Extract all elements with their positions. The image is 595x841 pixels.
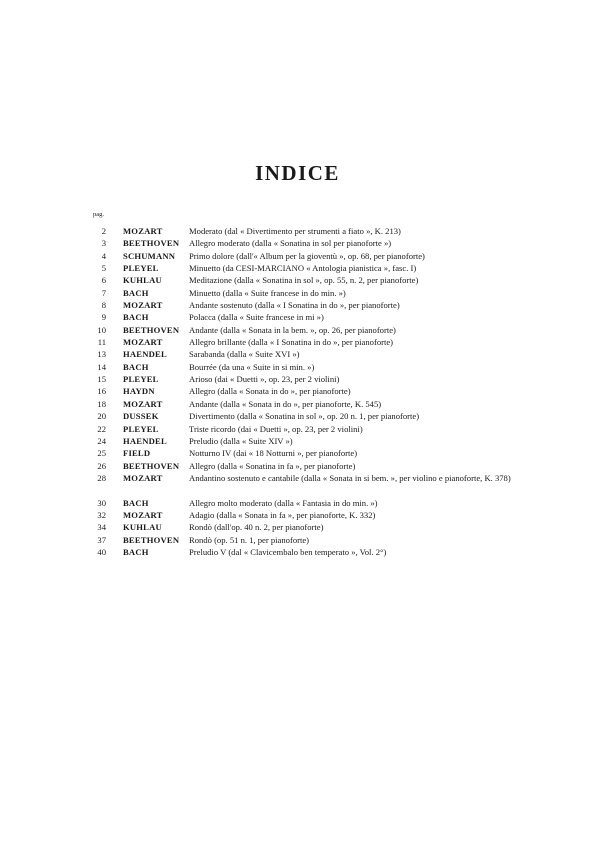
- entry-work: Notturno IV (dai « 18 Notturni », per pianoforte): [189, 448, 358, 459]
- index-entry: [0, 361, 595, 373]
- entry-work: Allegro (dalla « Sonatina in fa », per pianoforte): [189, 460, 356, 471]
- index-entry: [0, 385, 595, 397]
- entry-composer: PLEYEL: [123, 423, 159, 434]
- entry-work: Preludio (dalla « Suite XIV »): [189, 435, 293, 446]
- entry-composer: MOZART: [123, 337, 163, 348]
- entry-composer: PLEYEL: [123, 263, 159, 274]
- entry-page: 16: [97, 386, 106, 397]
- entry-composer: MOZART: [123, 509, 163, 520]
- entry-work: Sarabanda (dalla « Suite XVI »): [189, 349, 300, 360]
- entry-composer: SCHUMANN: [123, 250, 176, 261]
- entry-page: 13: [97, 349, 106, 360]
- entry-work: Divertimento (dalla « Sonatina in sol », op. 20 n. 1, per pianoforte): [189, 411, 420, 422]
- entry-page: 18: [97, 398, 106, 409]
- entry-composer: BACH: [123, 546, 149, 557]
- index-entry: [0, 521, 595, 533]
- index-entry: [0, 324, 595, 336]
- entry-work: Minuetto (da CESI-MARCIANO « Antologia pianistica », fasc. I): [189, 263, 417, 274]
- index-entry: [0, 373, 595, 385]
- entry-page: 6: [101, 275, 106, 286]
- entry-work: Allegro molto moderato (dalla « Fantasia in do min. »): [189, 497, 378, 508]
- index-entry: [0, 237, 595, 249]
- index-entry: [0, 398, 595, 410]
- entry-composer: BACH: [123, 361, 149, 372]
- entry-work: Allegro (dalla « Sonata in do », per pianoforte): [189, 386, 351, 397]
- entry-composer: BEETHOVEN: [123, 534, 180, 545]
- entry-page: 8: [101, 300, 106, 311]
- entry-page: 30: [97, 497, 106, 508]
- entry-page: 20: [97, 411, 106, 422]
- entry-composer: MOZART: [123, 226, 163, 236]
- entry-work: Triste ricordo (dai « Duetti », op. 23, per 2 violini): [189, 423, 363, 434]
- entry-page: 15: [97, 374, 106, 385]
- page-column-label: pag.: [93, 211, 105, 218]
- entry-work: Bourrée (da una « Suite in si min. »): [189, 361, 315, 372]
- entry-page: 10: [97, 324, 106, 335]
- index-entry: [0, 336, 595, 348]
- index-entry: [0, 423, 595, 435]
- entry-page: 22: [97, 423, 106, 434]
- entry-work: Arioso (dai « Duetti », op. 23, per 2 violini): [189, 374, 340, 385]
- index-entry: [0, 497, 595, 509]
- index-entry: [0, 299, 595, 311]
- index-entry: [0, 287, 595, 299]
- page-title: INDICE: [255, 161, 340, 185]
- entry-composer: BACH: [123, 312, 149, 323]
- entry-page: 7: [101, 287, 106, 298]
- entry-work: Meditazione (dalla « Sonatina in sol », op. 55, n. 2, per pianoforte): [189, 275, 419, 286]
- entry-work: Polacca (dalla « Suite francese in mi »): [189, 312, 324, 323]
- entry-page: 37: [97, 534, 106, 545]
- entry-work: Andante (dalla « Sonata in do », per pianoforte, K. 545): [189, 398, 382, 409]
- entry-page: 14: [97, 361, 106, 372]
- entry-composer: MOZART: [123, 472, 163, 483]
- entry-work: Andantino sostenuto e cantabile (dalla « Sonata in si bem. », per violino e pianoforte, K. 378): [189, 472, 511, 483]
- entry-composer: HAENDEL: [123, 349, 167, 360]
- index-entry: [0, 460, 595, 472]
- index-entry: [0, 447, 595, 459]
- entry-page: 24: [97, 435, 106, 446]
- entry-work: Adagio (dalla « Sonata in fa », per pianoforte, K. 332): [189, 509, 376, 520]
- entry-page: 2: [101, 226, 106, 236]
- entry-page: 28: [97, 472, 106, 483]
- entry-page: 32: [97, 509, 106, 520]
- entry-composer: FIELD: [123, 448, 151, 459]
- index-entry: [0, 250, 595, 262]
- entry-composer: KUHLAU: [123, 522, 162, 533]
- entry-work: Minuetto (dalla « Suite francese in do min. »): [189, 287, 346, 298]
- entry-page: 5: [101, 263, 106, 274]
- entry-composer: BACH: [123, 497, 149, 508]
- entry-composer: MOZART: [123, 398, 163, 409]
- entry-composer: BEETHOVEN: [123, 460, 180, 471]
- index-entry: [0, 348, 595, 360]
- entry-work: Preludio V (dal « Clavicembalo ben temperato », Vol. 2°): [189, 546, 387, 557]
- index-entry: [0, 225, 595, 237]
- entry-work: Primo dolore (dall'« Album per la gioventù », op. 68, per pianoforte): [189, 250, 425, 261]
- entry-composer: BEETHOVEN: [123, 238, 180, 249]
- index-entry: [0, 274, 595, 286]
- entry-work: Moderato (dal « Divertimento per strumenti a fiato », K. 213): [189, 226, 401, 236]
- entry-composer: BEETHOVEN: [123, 324, 180, 335]
- index-entry: [0, 546, 595, 558]
- entry-work: Rondò (dall'op. 40 n. 2, per pianoforte): [189, 522, 324, 533]
- entry-work: Rondò (op. 51 n. 1, per pianoforte): [189, 534, 310, 545]
- entry-work: Allegro moderato (dalla « Sonatina in sol per pianoforte »): [189, 238, 392, 249]
- index-entry: [0, 435, 595, 447]
- entry-work: Allegro brillante (dalla « I Sonatina in do », per pianoforte): [189, 337, 394, 348]
- entry-page: 4: [101, 250, 106, 261]
- entry-composer: HAYDN: [123, 386, 155, 397]
- index-entry: [0, 509, 595, 521]
- entry-page: 3: [101, 238, 106, 249]
- entry-page: 26: [97, 460, 106, 471]
- entry-composer: KUHLAU: [123, 275, 162, 286]
- index-entry: [0, 410, 595, 422]
- entry-page: 11: [97, 337, 106, 348]
- index-entry: [0, 534, 595, 546]
- entry-work: Andante (dalla « Sonata in la bem. », op. 26, per pianoforte): [189, 324, 396, 335]
- entry-work: Andante sostenuto (dalla « I Sonatina in do », per pianoforte): [189, 300, 400, 311]
- entry-composer: PLEYEL: [123, 374, 159, 385]
- index-entry: [0, 311, 595, 323]
- entry-page: 34: [97, 522, 106, 533]
- index-list: [0, 225, 595, 558]
- entry-composer: MOZART: [123, 300, 163, 311]
- entry-composer: DUSSEK: [123, 411, 159, 422]
- index-entry: [0, 472, 595, 497]
- index-entry: [0, 262, 595, 274]
- entry-page: 25: [97, 448, 106, 459]
- entry-composer: BACH: [123, 287, 149, 298]
- entry-page: 40: [97, 546, 106, 557]
- entry-composer: HAENDEL: [123, 435, 167, 446]
- entry-page: 9: [101, 312, 106, 323]
